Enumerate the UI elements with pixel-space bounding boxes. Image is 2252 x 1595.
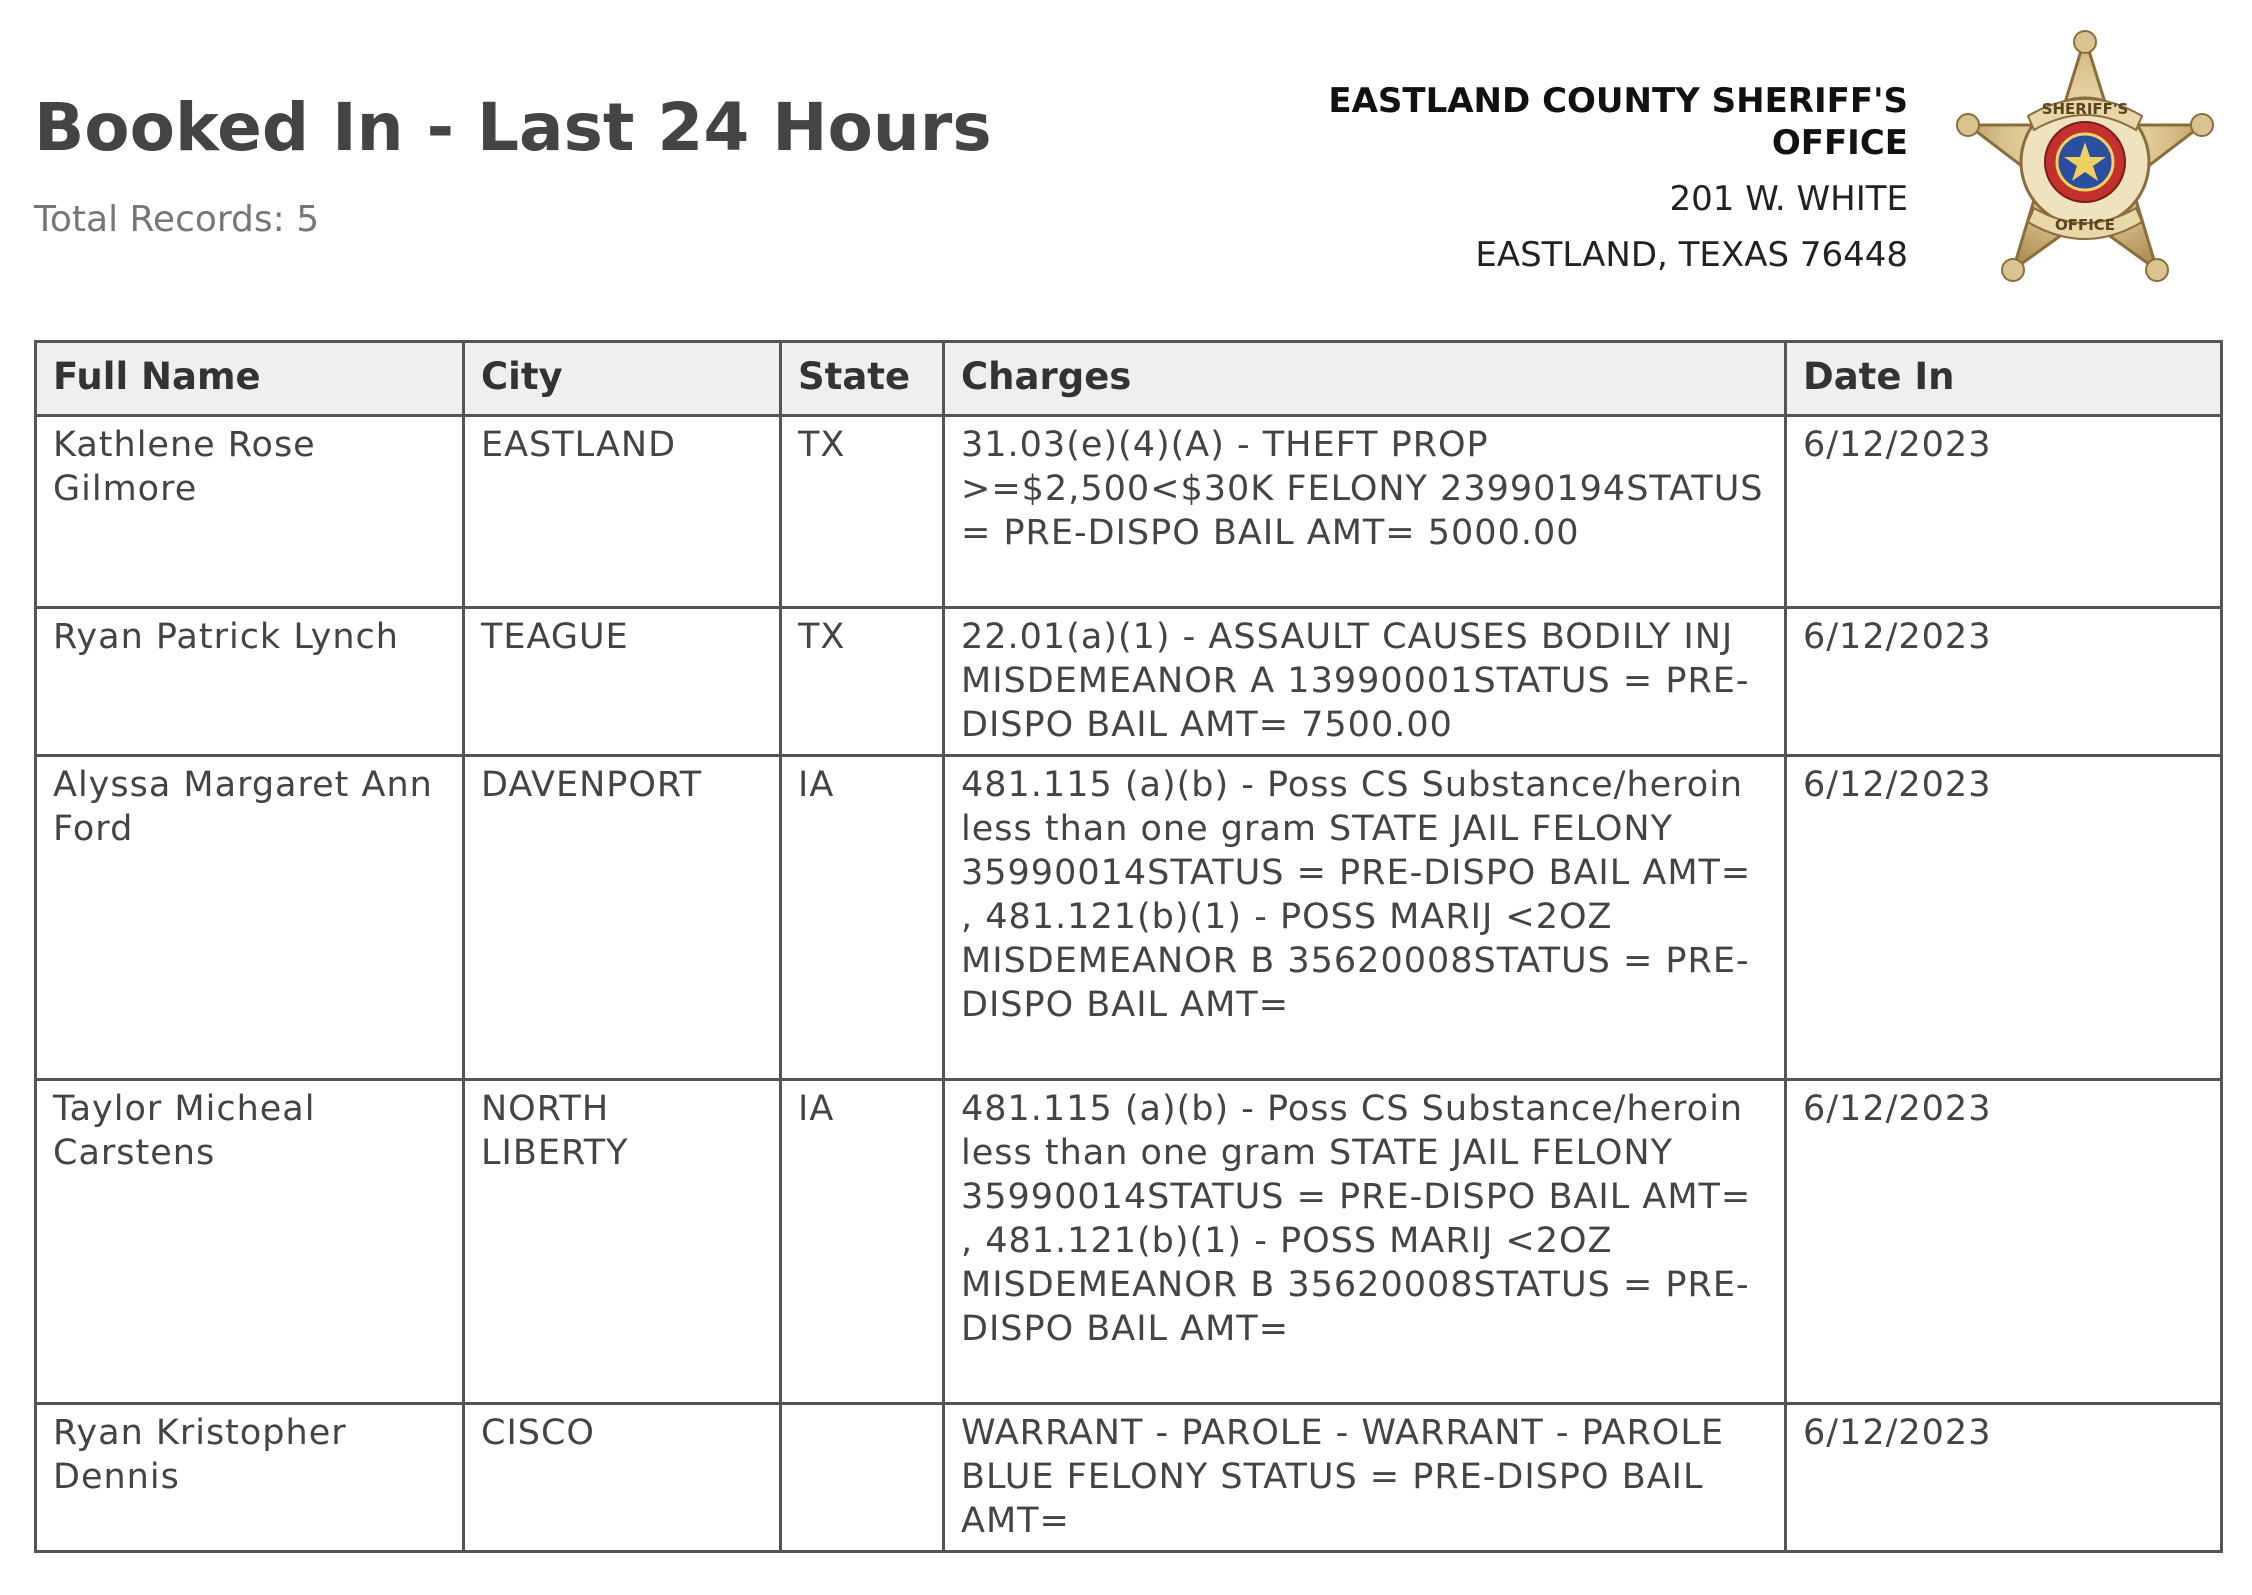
cell-full-name: Ryan Kristopher Dennis — [36, 1404, 464, 1552]
cell-full-name: Ryan Patrick Lynch — [36, 608, 464, 756]
column-header-full-name: Full Name — [36, 342, 464, 416]
cell-city: TEAGUE — [464, 608, 781, 756]
agency-name-line-2: OFFICE — [1771, 123, 1908, 163]
cell-full-name: Alyssa Margaret Ann Ford — [36, 756, 464, 1080]
cell-date-in: 6/12/2023 — [1786, 416, 2222, 608]
cell-full-name: Kathlene Rose Gilmore — [36, 416, 464, 608]
badge-text-top: SHERIFF'S — [2041, 100, 2129, 118]
table-row — [36, 608, 2222, 756]
cell-date-in: 6/12/2023 — [1786, 1080, 2222, 1404]
cell-state: TX — [781, 608, 944, 756]
table-header-row — [36, 342, 2222, 416]
cell-full-name: Taylor Micheal Carstens — [36, 1080, 464, 1404]
cell-state: TX — [781, 416, 944, 608]
column-header-charges: Charges — [944, 342, 1786, 416]
cell-charges: 31.03(e)(4)(A) - THEFT PROP >=$2,500<$30K FELONY 23990194STATUS = PRE-DISPO BAIL AMT= 5000.00 — [944, 416, 1786, 608]
cell-state: IA — [781, 1080, 944, 1404]
cell-charges: 481.115 (a)(b) - Poss CS Substance/heroin less than one gram STATE JAIL FELONY 35990014STATUS = PRE-DISPO BAIL AMT= , 481.121(b)(1) - POSS MARIJ <2OZ MISDEMEANOR B 35620008STATUS = PRE-DISPO BAIL AMT= — [944, 756, 1786, 1080]
cell-date-in: 6/12/2023 — [1786, 1404, 2222, 1552]
page-title: Booked In - Last 24 Hours — [34, 89, 992, 166]
table-row — [36, 416, 2222, 608]
cell-city: DAVENPORT — [464, 756, 781, 1080]
table-row — [36, 1404, 2222, 1552]
cell-city: CISCO — [464, 1404, 781, 1552]
cell-charges: WARRANT - PAROLE - WARRANT - PAROLE BLUE FELONY STATUS = PRE-DISPO BAIL AMT= — [944, 1404, 1786, 1552]
cell-charges: 481.115 (a)(b) - Poss CS Substance/heroin less than one gram STATE JAIL FELONY 35990014STATUS = PRE-DISPO BAIL AMT= , 481.121(b)(1) - POSS MARIJ <2OZ MISDEMEANOR B 35620008STATUS = PRE-DISPO BAIL AMT= — [944, 1080, 1786, 1404]
agency-name-line-1: EASTLAND COUNTY SHERIFF'S — [1328, 81, 1908, 121]
cell-date-in: 6/12/2023 — [1786, 756, 2222, 1080]
booked-in-table — [34, 340, 2223, 1553]
cell-city: EASTLAND — [464, 416, 781, 608]
table-row — [36, 1080, 2222, 1404]
column-header-date-in: Date In — [1786, 342, 2222, 416]
cell-city: NORTH LIBERTY — [464, 1080, 781, 1404]
agency-address: 201 W. WHITE — [1669, 179, 1908, 219]
column-header-city: City — [464, 342, 781, 416]
table-row — [36, 756, 2222, 1080]
cell-charges: 22.01(a)(1) - ASSAULT CAUSES BODILY INJ MISDEMEANOR A 13990001STATUS = PRE-DISPO BAIL AMT= 7500.00 — [944, 608, 1786, 756]
cell-date-in: 6/12/2023 — [1786, 608, 2222, 756]
total-records-count: Total Records: 5 — [34, 199, 320, 240]
cell-state: IA — [781, 756, 944, 1080]
column-header-state: State — [781, 342, 944, 416]
agency-info — [1188, 80, 1908, 276]
badge-text-bottom: OFFICE — [2054, 216, 2116, 234]
cell-state — [781, 1404, 944, 1552]
sheriff-star-badge-icon — [1940, 30, 2230, 306]
agency-city-state-zip: EASTLAND, TEXAS 76448 — [1475, 235, 1908, 275]
